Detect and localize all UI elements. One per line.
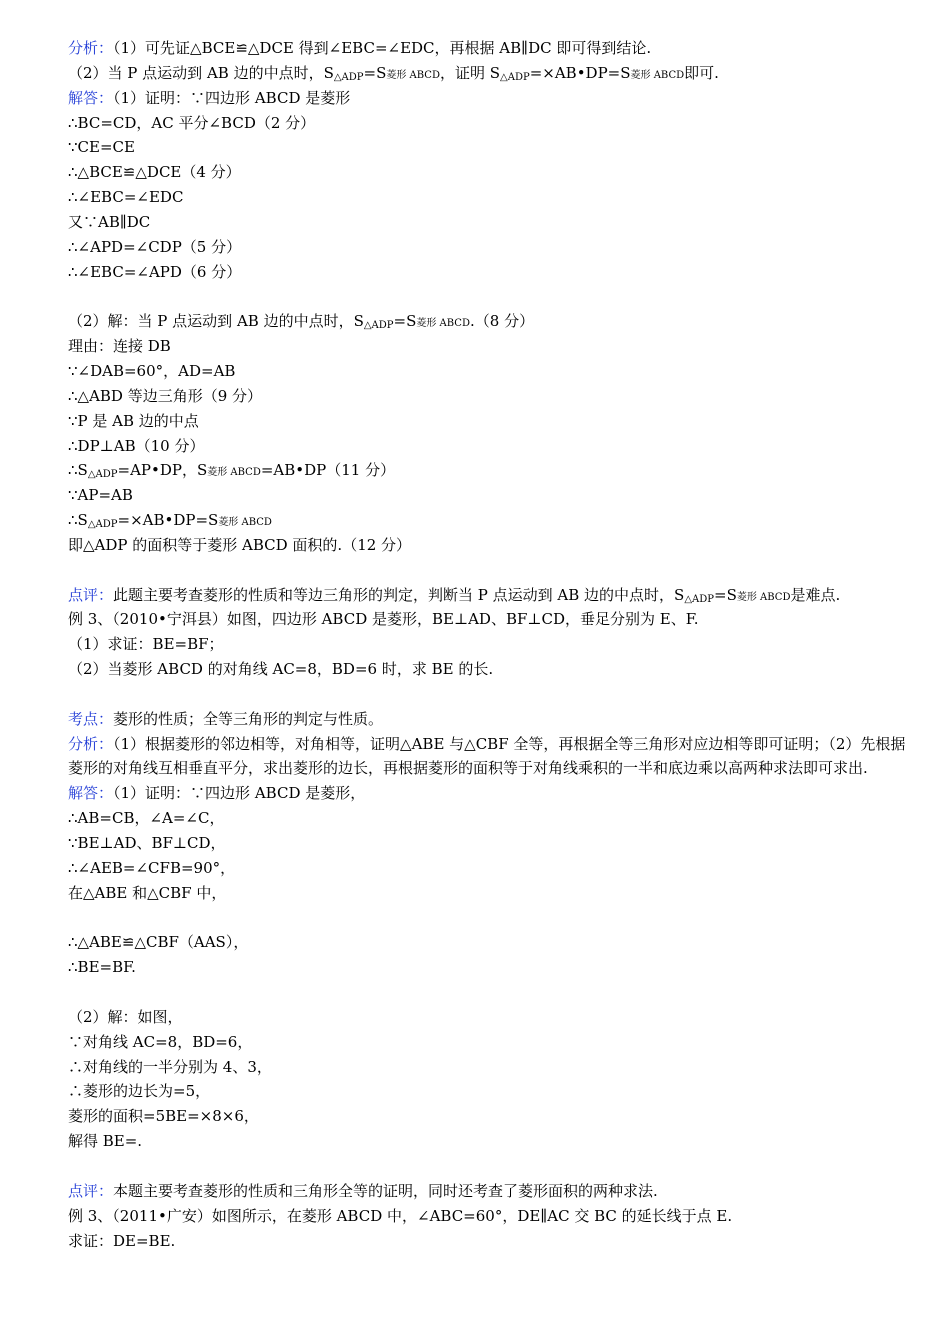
proof-line: ∴△ABE≌△CBF（AAS）， [68,933,249,952]
proof-line: ∴△ABD 等边三角形（9 分） [68,386,263,405]
answer-label: 解答： [68,88,114,107]
proof-line: 理由：连接 DB [68,337,171,356]
keypoint-line [68,707,918,732]
example-question: （2）当菱形 ABCD 的对角线 AC=8，BD=6 时，求 BE 的长. [68,660,494,679]
analysis-line-2: （2）当 P 点运动到 AB 边的中点时，$S_{\triangle ADP}=S$菱形 ABCD，证明 $S_{\triangle ADP}=\times AB•DP=S$菱形 ABCD即可. [68,63,719,83]
proof-line: ∵P 是 AB 边的中点 [68,411,199,430]
proof-line: ∴∠EBC=∠APD（6 分） [68,262,242,281]
proof-line: 又∵AB∥DC [68,212,151,231]
proof-line: ∴DP⊥AB（10 分） [68,436,205,455]
answer-line [68,781,918,806]
example-title: 例 3、（2011•广安）如图所示，在菱形 ABCD 中，∠ABC=60°，DE∥AC 交 BC 的延长线于点 E. [68,1206,733,1225]
blank-line [68,682,918,707]
answer-text: （1）证明：∵四边形 ABCD 是菱形 [113,88,351,107]
analysis-text: （1）可先证△BCE≌△DCE 得到∠EBC=∠EDC，再根据 AB∥DC 即可得到结论. [113,39,652,57]
proof-line: ∴∠APD=∠CDP（5 分） [68,237,242,256]
example-question: （1）求证：BE=BF； [68,635,224,654]
proof-line: ∴△BCE≌△DCE（4 分） [68,163,241,182]
analysis-line [68,36,918,61]
answer-line [68,86,918,111]
solution-part-2: （2）解：当 P 点运动到 AB 边的中点时，$S_{\triangle ADP}=S$菱形 ABCD.（8 分） [68,312,535,332]
proof-line-area-2: $\therefore S_{\triangle ADP}=\times AB•DP=S$菱形 ABCD [68,511,272,531]
blank-line [68,558,918,583]
keypoint-label: 考点： [68,709,114,728]
comment-line: 点评：此题主要考查菱形的性质和等边三角形的判定，判断当 P 点运动到 AB 边的中点时，$S_{\triangle ADP}=S$菱形 ABCD是难点. [68,585,841,605]
proof-line-area: $\therefore S_{\triangle ADP}=AP•DP$，S菱形 ABCD=AB•DP（11 分） [68,461,396,481]
proof-line: ∵CE=CE [68,138,135,157]
blank-line [68,980,918,1005]
proof-line: ∴菱形的边长为=5， [68,1082,211,1101]
analysis-paragraph [68,732,918,782]
proof-line: ∴BE=BF. [68,958,136,977]
analysis-text: （1）根据菱形的邻边相等，对角相等，证明△ABE 与△CBF 全等，再根据全等三角形对应边相等即可证明；（2）先根据菱形的对角线互相垂直平分，求出菱形的边长，再根据菱形的面积等于对角线乘积的一半和底边乘以高两种求法即可求出. [68,734,906,778]
proof-line: 在△ABE 和△CBF 中， [68,883,227,902]
example-title: 例 3、（2010•宁洱县）如图，四边形 ABCD 是菱形，BE⊥AD、BF⊥CD，垂足分别为 E、F. [68,610,699,629]
comment-text: 本题主要考查菱形的性质和三角形全等的证明，同时还考查了菱形面积的两种求法. [113,1181,658,1200]
proof-line: （2）解：如图， [68,1007,183,1026]
proof-line: ∴BC=CD，AC 平分∠BCD（2 分） [68,113,316,132]
blank-line [68,284,918,309]
comment-label: 点评： [68,585,114,604]
proof-line: ∴AB=CB，∠A=∠C， [68,809,225,828]
comment-label: 点评： [68,1181,114,1200]
proof-line: ∴∠AEB=∠CFB=90°， [68,858,236,877]
example-question: 求证：DE=BE. [68,1231,176,1250]
answer-label: 解答： [68,784,114,803]
proof-line: ∴∠EBC=∠EDC [68,188,184,207]
keypoint-text: 菱形的性质；全等三角形的判定与性质。 [113,709,384,728]
proof-line: ∵∠DAB=60°，AD=AB [68,361,236,380]
analysis-label: 分析： [68,39,114,57]
analysis-label: 分析： [68,734,114,753]
blank-line [68,1154,918,1179]
proof-line: ∵AP=AB [68,486,133,505]
proof-line: ∵对角线 AC=8，BD=6， [68,1032,253,1051]
conclusion-line: 即△ADP 的面积等于菱形 ABCD 面积的.（12 分） [68,535,412,554]
answer-text: （1）证明：∵四边形 ABCD 是菱形， [113,784,366,803]
blank-line [68,906,918,931]
document-body [68,36,918,1253]
proof-line: ∵BE⊥AD、BF⊥CD， [68,834,226,852]
proof-line: ∴对角线的一半分别为 4、3， [68,1057,272,1076]
proof-line: 解得 BE=. [68,1132,143,1151]
comment-line [68,1179,918,1204]
proof-line: 菱形的面积=5BE=×8×6， [68,1107,259,1126]
